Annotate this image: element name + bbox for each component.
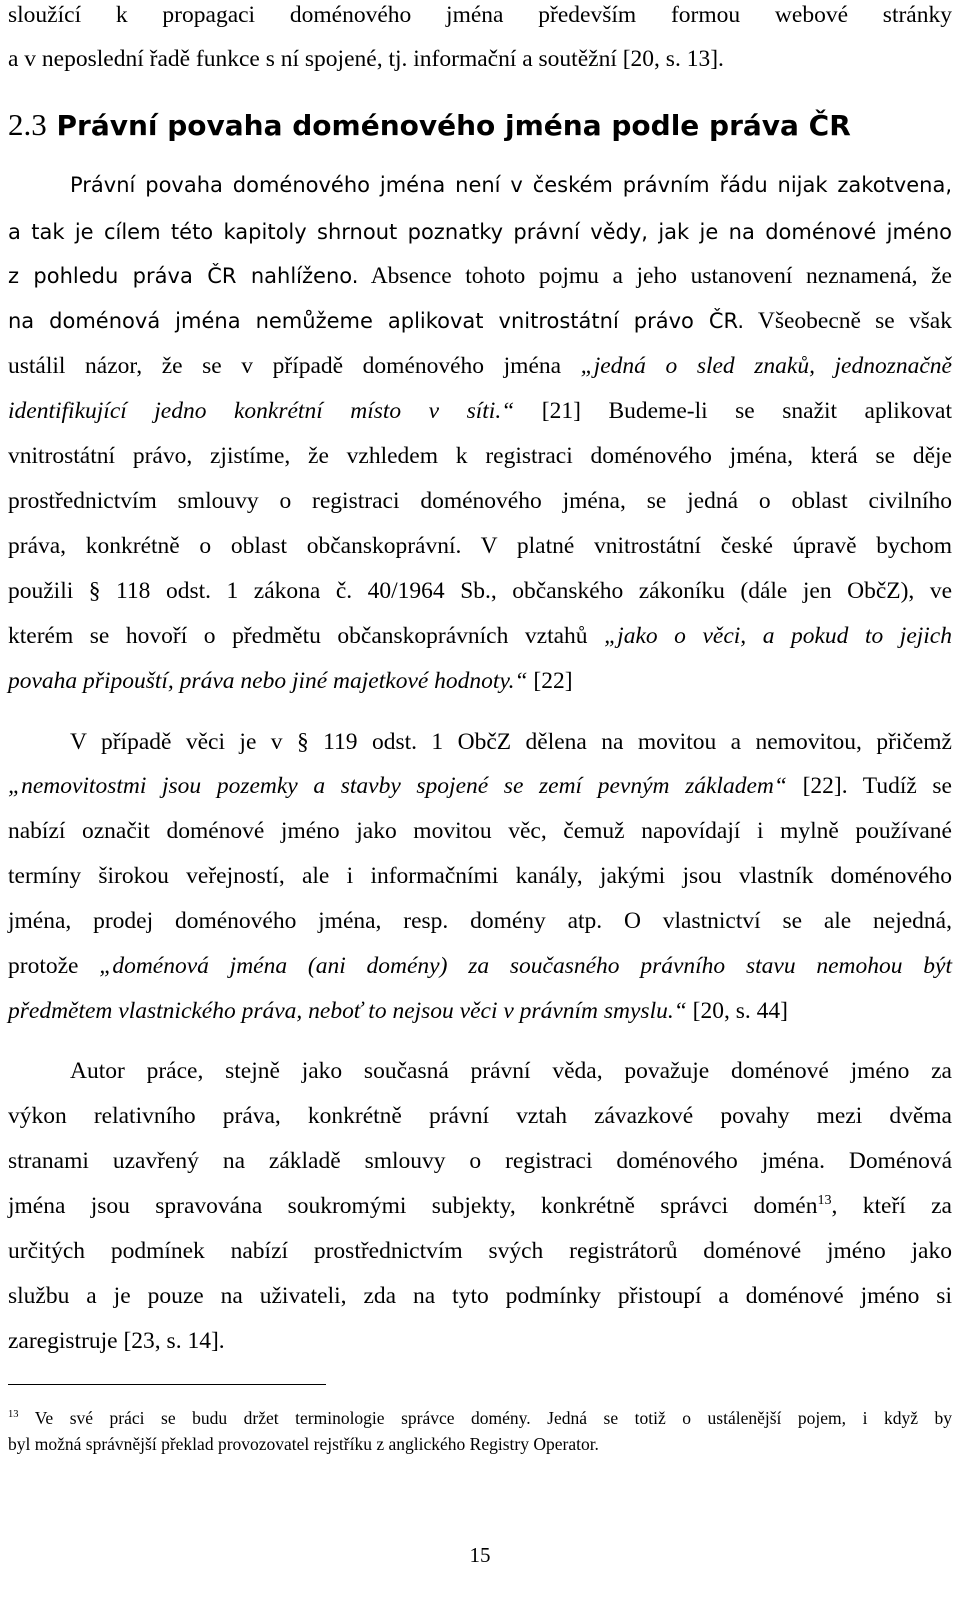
text-span: , občanského zákoníku (dále jen ObčZ), ve (490, 578, 952, 604)
text-line: službu a je pouze na uživateli, zda na tyto podmínky přistoupí a doménové jméno si (8, 1283, 952, 1309)
text-span: [22] (527, 668, 573, 694)
text-line (8, 396, 952, 426)
text-line: termíny širokou veřejností, ale i informačními kanály, jakými jsou vlastník doménového (8, 863, 952, 889)
text-span: Absence tohoto pojmu a jeho ustanovení neznamená, že (358, 263, 952, 289)
text-line (8, 306, 952, 336)
text-line: sloužící k propagaci doménového jména především formou webové stránky (8, 2, 952, 28)
text-span: [21] Budeme-li se snažit aplikovat (514, 398, 953, 424)
quote-text: povaha připouští, práva nebo jiné majetkové hodnoty.“ (8, 668, 528, 694)
text-line (8, 996, 952, 1026)
footnote-line (8, 1406, 952, 1430)
footnote-marker: 13 (8, 1409, 19, 1421)
text-line: jména, prodej doménového jména, resp. domény atp. O vlastnictví se ale nejedná, (8, 908, 952, 934)
text-span: z pohledu práva ČR nahlíženo. (8, 264, 359, 288)
text-span: jména jsou spravována soukromými subjekty, konkrétně správci domén (8, 1193, 818, 1219)
footnote-separator (8, 1384, 326, 1385)
section-heading (8, 107, 851, 144)
text-span: , kteří za (831, 1193, 952, 1219)
text-line (8, 576, 952, 606)
text-span: na doménová jména nemůžeme aplikovat vnitrostátní právo ČR. (8, 309, 745, 333)
quote-text: předmětem vlastnického práva, neboť to nejsou věci v právním smyslu.“ (8, 998, 687, 1024)
quote-text: „nemovitostmi jsou pozemky a stavby spojené se zemí pevným základem“ (8, 773, 787, 799)
text-line: Autor práce, stejně jako současná právní věda, považuje doménové jméno za (70, 1058, 952, 1084)
text-line: V případě věci je v § 119 odst. 1 ObčZ dělena na movitou a nemovitou, přičemž (70, 729, 952, 755)
section-title: Právní povaha doménového jména podle práva ČR (56, 109, 851, 142)
text-line (8, 621, 952, 651)
footnote-line: byl možná správnější překlad provozovatel rejstříku z anglického Registry Operator. (8, 1434, 599, 1454)
text-span: použili § 118 odst. 1 zákona č. 40/1964 Sb. (8, 578, 491, 604)
text-line (8, 666, 952, 696)
text-span: Všeobecně se však (744, 308, 952, 334)
quote-text: „jedná o sled znaků, jednoznačně (580, 353, 952, 379)
text-line: Právní povaha doménového jména není v českém právním řádu nijak zakotvena, (70, 173, 952, 197)
text-line: zaregistruje [23, s. 14]. (8, 1328, 225, 1354)
text-line: práva, konkrétně o oblast občanskoprávní. V platné vnitrostátní české úpravě bychom (8, 533, 952, 559)
footnote-reference: 13 (817, 1191, 832, 1208)
quote-text: „doménová jména (ani domény) za současného právního stavu nemohou být (99, 953, 952, 979)
section-number: 2.3 (8, 107, 47, 142)
text-line: vnitrostátní právo, zjistíme, že vzhledem k registraci doménového jména, která se děje (8, 443, 952, 469)
text-line: a tak je cílem této kapitoly shrnout poznatky právní vědy, jak je na doménové jméno (8, 220, 952, 244)
text-line (8, 1191, 952, 1221)
text-line: nabízí označit doménové jméno jako movitou věc, čemuž napovídají i mylně používané (8, 818, 952, 844)
text-span: ustálil názor, že se v případě doménového jména (8, 353, 581, 379)
text-line: a v neposlední řadě funkce s ní spojené, tj. informační a soutěžní [20, s. 13]. (8, 46, 724, 72)
text-line (8, 951, 952, 981)
text-line: určitých podmínek nabízí prostřednictvím svých registrátorů doménové jméno jako (8, 1238, 952, 1264)
page-number: 15 (469, 1543, 491, 1567)
footnote-text: Ve své práci se budu držet terminologie správce domény. Jedná se totiž o ustálenější pojem, i když by (18, 1408, 952, 1428)
quote-text: identifikující jedno konkrétní místo v síti.“ (8, 398, 515, 424)
quote-text: „jako o věci, a pokud to jejich (604, 623, 952, 649)
text-span: protože (8, 953, 100, 979)
text-span: [20, s. 44] (686, 998, 788, 1024)
text-line (8, 261, 952, 291)
text-span: [22]. Tudíž se (786, 773, 952, 799)
text-span: kterém se hovoří o předmětu občanskoprávních vztahů (8, 623, 605, 649)
text-line: stranami uzavřený na základě smlouvy o registraci doménového jména. Doménová (8, 1148, 952, 1174)
text-line: výkon relativního práva, konkrétně právní vztah závazkové povahy mezi dvěma (8, 1103, 952, 1129)
text-line (8, 771, 952, 801)
text-line: prostřednictvím smlouvy o registraci doménového jména, se jedná o oblast civilního (8, 488, 952, 514)
text-line (8, 351, 952, 381)
